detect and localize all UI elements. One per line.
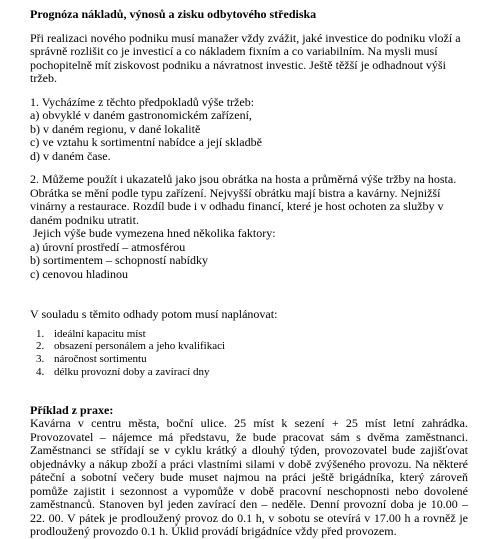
section-1 (30, 96, 468, 164)
list-item: 3. náročnost sortimentu (36, 353, 147, 366)
intro-paragraph: Při realizaci nového podniku musí manažer vždy zvážit, jaké investice do podniku vloží a správně rozlišit co je investicí a co nákladem fixním a co variabilním. Na mysli musí pochopitelně mít ziskovost podniku a návratnost investic. Ještě těžší je odhadnout výši tržeb. (30, 30, 461, 85)
section-1-heading: 1. Vycházíme z těchto předpokladů výše tržeb: (30, 94, 255, 109)
plan-list (30, 328, 468, 379)
example-text: Kavárna v centru města, boční ulice. 25 míst k sezení + 25 míst letní zahrádka. Provozovatel – nájemce má představu, že bude pracovat sám s dvěma zaměstnanci. Zaměstnanci se střídají se v cyklu krátký a dlouhý týden, provozovatel bude zajišťovat objednávky a nákup zboží a práci vlastními silami v době zvýšeného provozu. Na některé páteční a sobotní večery bude muset najmou na práci ještě brigádníka, který zároveň pomůže zajistit i sezonnost a vypomůže v době pracovní neschopnosti nebo dovolené zaměstnanců. Stanoven byl jeden zavírací den – neděle. Denní provozní doba je 10.00 – 22. 00. V pátek je prodloužený provoz do 0.1 h, v sobotu se otevírá v 17.00 h a rovněž je prodloužený provozdo 0.1 h. Úklid provádí brigádníce vždy před provozem. (30, 416, 468, 539)
list-item: 1. ideální kapacitu míst (36, 327, 146, 340)
factors-list (30, 241, 468, 282)
document-page (30, 8, 468, 539)
factors-heading: Jejich výše bude vymezena hned několika faktory: (30, 226, 276, 240)
list-item: 4. délku provozní doby a zavírací dny (36, 365, 210, 378)
list-item: d) v daném čase. (30, 148, 111, 163)
section-2 (30, 173, 468, 281)
list-item: a) obvyklé v daném gastronomickém zařízení, (30, 108, 252, 122)
list-item: c) ve vztahu k sortimentní nabídce a její skladbě (30, 135, 262, 149)
list-item: 2. obsazení personálem a jeho kvalifikaci (36, 340, 226, 353)
example-section (30, 404, 468, 539)
list-item: b) v daném regionu, v dané lokalitě (30, 121, 201, 136)
example-title: Příklad z praxe: (30, 402, 114, 417)
document-title: Prognóza nákladů, výnosů a zisku odbytového střediska (30, 7, 317, 21)
list-item: b) sortimentem – schopností nabídky (30, 253, 208, 267)
plan-heading: V souladu s těmito odhady potom musí naplánovat: (30, 307, 278, 321)
section-1-list (30, 109, 468, 163)
section-2-text: 2. Můžeme použít i ukazatelů jako jsou obrátka na hosta a průměrná výše tržby na hosta. Obrátka se mění podle typu zařízení. Nejvyšší obrátku mají bistra a kavárny. Nejnižší vinárny a restaurace. Rozdíl bude i v odhadu financí, které je host ochoten za služby v daném podniku utratit. (30, 172, 457, 227)
plan-section (30, 308, 468, 379)
list-item: c) cenovou hladinou (30, 266, 128, 281)
list-item: a) úrovní prostředí – atmosférou (30, 239, 186, 254)
